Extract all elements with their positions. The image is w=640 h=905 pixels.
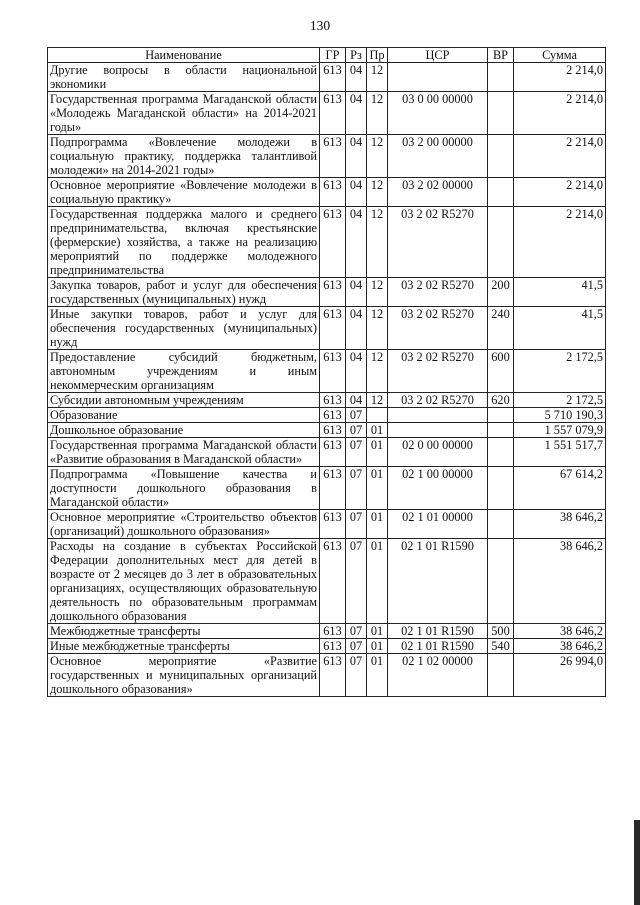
cell-csr: 02 1 01 R1590 — [388, 639, 488, 654]
cell-vr — [488, 178, 514, 207]
header-csr: ЦСР — [388, 48, 488, 63]
cell-rz: 07 — [346, 654, 367, 697]
cell-vr — [488, 539, 514, 624]
cell-sum: 2 214,0 — [514, 63, 606, 92]
cell-pr: 12 — [367, 178, 388, 207]
table-row — [48, 408, 606, 423]
cell-sum: 67 614,2 — [514, 467, 606, 510]
cell-name: Другие вопросы в области национальной экономики — [48, 63, 320, 92]
cell-name: Государственная поддержка малого и среднего предпринимательства, включая крестьянские (фермерские) хозяйства, а также на реализацию мероприятий по поддержке молодежного предпринимательства — [48, 207, 320, 278]
cell-sum: 2 172,5 — [514, 350, 606, 393]
header-rz: Рз — [346, 48, 367, 63]
cell-csr: 03 2 02 R5270 — [388, 278, 488, 307]
cell-name: Межбюджетные трансферты — [48, 624, 320, 639]
cell-csr — [388, 63, 488, 92]
cell-sum: 1 557 079,9 — [514, 423, 606, 438]
cell-sum: 2 214,0 — [514, 178, 606, 207]
cell-gr: 613 — [320, 423, 346, 438]
cell-rz: 04 — [346, 278, 367, 307]
cell-pr: 01 — [367, 423, 388, 438]
cell-gr: 613 — [320, 510, 346, 539]
cell-gr: 613 — [320, 408, 346, 423]
cell-rz: 04 — [346, 135, 367, 178]
cell-csr: 03 2 02 R5270 — [388, 307, 488, 350]
cell-vr — [488, 467, 514, 510]
cell-pr: 12 — [367, 63, 388, 92]
header-sum: Сумма — [514, 48, 606, 63]
cell-name: Образование — [48, 408, 320, 423]
cell-rz: 04 — [346, 178, 367, 207]
cell-csr — [388, 423, 488, 438]
cell-pr: 01 — [367, 467, 388, 510]
cell-vr: 500 — [488, 624, 514, 639]
cell-rz: 04 — [346, 307, 367, 350]
cell-vr: 240 — [488, 307, 514, 350]
cell-gr: 613 — [320, 307, 346, 350]
cell-gr: 613 — [320, 624, 346, 639]
table-row — [48, 63, 606, 92]
cell-gr: 613 — [320, 207, 346, 278]
cell-vr — [488, 423, 514, 438]
table-row — [48, 423, 606, 438]
cell-name: Государственная программа Магаданской области «Молодежь Магаданской области» на 2014-2021 годы» — [48, 92, 320, 135]
cell-gr: 613 — [320, 63, 346, 92]
cell-csr: 03 0 00 00000 — [388, 92, 488, 135]
cell-pr: 12 — [367, 278, 388, 307]
table-row — [48, 307, 606, 350]
table-row — [48, 350, 606, 393]
cell-gr: 613 — [320, 278, 346, 307]
cell-rz: 07 — [346, 639, 367, 654]
cell-pr: 01 — [367, 654, 388, 697]
cell-name: Дошкольное образование — [48, 423, 320, 438]
header-vr: ВР — [488, 48, 514, 63]
cell-pr — [367, 408, 388, 423]
cell-vr: 540 — [488, 639, 514, 654]
cell-rz: 04 — [346, 92, 367, 135]
cell-vr — [488, 207, 514, 278]
cell-rz: 04 — [346, 207, 367, 278]
cell-name: Иные межбюджетные трансферты — [48, 639, 320, 654]
cell-rz: 04 — [346, 393, 367, 408]
cell-csr: 03 2 02 R5270 — [388, 207, 488, 278]
cell-rz: 07 — [346, 467, 367, 510]
cell-pr: 01 — [367, 510, 388, 539]
cell-pr: 01 — [367, 438, 388, 467]
cell-sum: 38 646,2 — [514, 624, 606, 639]
header-name: Наименование — [48, 48, 320, 63]
cell-name: Основное мероприятие «Строительство объектов (организаций) дошкольного образования» — [48, 510, 320, 539]
cell-rz: 07 — [346, 539, 367, 624]
cell-gr: 613 — [320, 135, 346, 178]
table-row — [48, 278, 606, 307]
header-pr: Пр — [367, 48, 388, 63]
cell-name: Иные закупки товаров, работ и услуг для обеспечения государственных (муниципальных) нужд — [48, 307, 320, 350]
table-row — [48, 92, 606, 135]
cell-sum: 41,5 — [514, 307, 606, 350]
cell-sum: 2 214,0 — [514, 92, 606, 135]
cell-rz: 04 — [346, 63, 367, 92]
cell-sum: 2 214,0 — [514, 135, 606, 178]
cell-csr: 02 1 00 00000 — [388, 467, 488, 510]
cell-name: Подпрограмма «Вовлечение молодежи в социальную практику, поддержка талантливой молодежи» на 2014-2021 годы» — [48, 135, 320, 178]
header-gr: ГР — [320, 48, 346, 63]
cell-sum: 1 551 517,7 — [514, 438, 606, 467]
cell-csr — [388, 408, 488, 423]
cell-pr: 12 — [367, 393, 388, 408]
cell-sum: 2 214,0 — [514, 207, 606, 278]
cell-sum: 5 710 190,3 — [514, 408, 606, 423]
table-header-row — [48, 48, 606, 63]
table-row — [48, 178, 606, 207]
cell-pr: 01 — [367, 624, 388, 639]
cell-name: Основное мероприятие «Вовлечение молодежи в социальную практику» — [48, 178, 320, 207]
cell-rz: 07 — [346, 510, 367, 539]
cell-name: Государственная программа Магаданской области «Развитие образования в Магаданской области» — [48, 438, 320, 467]
table-row — [48, 539, 606, 624]
cell-pr: 01 — [367, 539, 388, 624]
table-row — [48, 438, 606, 467]
cell-gr: 613 — [320, 438, 346, 467]
cell-name: Основное мероприятие «Развитие государственных и муниципальных организаций дошкольного образования» — [48, 654, 320, 697]
cell-csr: 03 2 02 R5270 — [388, 393, 488, 408]
page-number: 130 — [309, 18, 331, 33]
cell-vr — [488, 654, 514, 697]
cell-vr — [488, 63, 514, 92]
cell-vr — [488, 92, 514, 135]
table-row — [48, 135, 606, 178]
cell-vr — [488, 510, 514, 539]
cell-gr: 613 — [320, 92, 346, 135]
cell-gr: 613 — [320, 350, 346, 393]
cell-sum: 2 172,5 — [514, 393, 606, 408]
cell-sum: 38 646,2 — [514, 539, 606, 624]
cell-csr: 02 1 01 R1590 — [388, 624, 488, 639]
cell-pr: 01 — [367, 639, 388, 654]
cell-gr: 613 — [320, 639, 346, 654]
cell-rz: 07 — [346, 438, 367, 467]
cell-name: Субсидии автономным учреждениям — [48, 393, 320, 408]
table-row — [48, 624, 606, 639]
table-row — [48, 639, 606, 654]
cell-gr: 613 — [320, 467, 346, 510]
cell-rz: 04 — [346, 350, 367, 393]
cell-rz: 07 — [346, 423, 367, 438]
cell-csr: 03 2 00 00000 — [388, 135, 488, 178]
budget-table — [47, 47, 606, 697]
table-row — [48, 654, 606, 697]
cell-pr: 12 — [367, 207, 388, 278]
cell-rz: 07 — [346, 408, 367, 423]
table-row — [48, 393, 606, 408]
cell-sum: 41,5 — [514, 278, 606, 307]
table-row — [48, 207, 606, 278]
cell-gr: 613 — [320, 178, 346, 207]
scan-edge-mark — [634, 820, 640, 905]
cell-name: Предоставление субсидий бюджетным, автономным учреждениям и иным некоммерческим организациям — [48, 350, 320, 393]
cell-sum: 38 646,2 — [514, 510, 606, 539]
cell-vr — [488, 135, 514, 178]
cell-name: Закупка товаров, работ и услуг для обеспечения государственных (муниципальных) нужд — [48, 278, 320, 307]
cell-sum: 26 994,0 — [514, 654, 606, 697]
cell-vr — [488, 408, 514, 423]
cell-pr: 12 — [367, 350, 388, 393]
cell-rz: 07 — [346, 624, 367, 639]
cell-csr: 02 0 00 00000 — [388, 438, 488, 467]
cell-pr: 12 — [367, 307, 388, 350]
cell-csr: 02 1 02 00000 — [388, 654, 488, 697]
table-row — [48, 510, 606, 539]
cell-csr: 02 1 01 R1590 — [388, 539, 488, 624]
cell-vr: 600 — [488, 350, 514, 393]
cell-sum: 38 646,2 — [514, 639, 606, 654]
cell-name: Подпрограмма «Повышение качества и доступности дошкольного образования в Магаданской области» — [48, 467, 320, 510]
cell-vr: 620 — [488, 393, 514, 408]
cell-gr: 613 — [320, 539, 346, 624]
cell-vr — [488, 438, 514, 467]
cell-csr: 02 1 01 00000 — [388, 510, 488, 539]
cell-pr: 12 — [367, 135, 388, 178]
cell-csr: 03 2 02 R5270 — [388, 350, 488, 393]
cell-csr: 03 2 02 00000 — [388, 178, 488, 207]
cell-gr: 613 — [320, 654, 346, 697]
table-row — [48, 467, 606, 510]
cell-pr: 12 — [367, 92, 388, 135]
cell-name: Расходы на создание в субъектах Российской Федерации дополнительных мест для детей в возрасте от 2 месяцев до 3 лет в образовательных организациях, осуществляющих образовательную деятельность по образовательным программам дошкольного образования — [48, 539, 320, 624]
cell-vr: 200 — [488, 278, 514, 307]
cell-gr: 613 — [320, 393, 346, 408]
